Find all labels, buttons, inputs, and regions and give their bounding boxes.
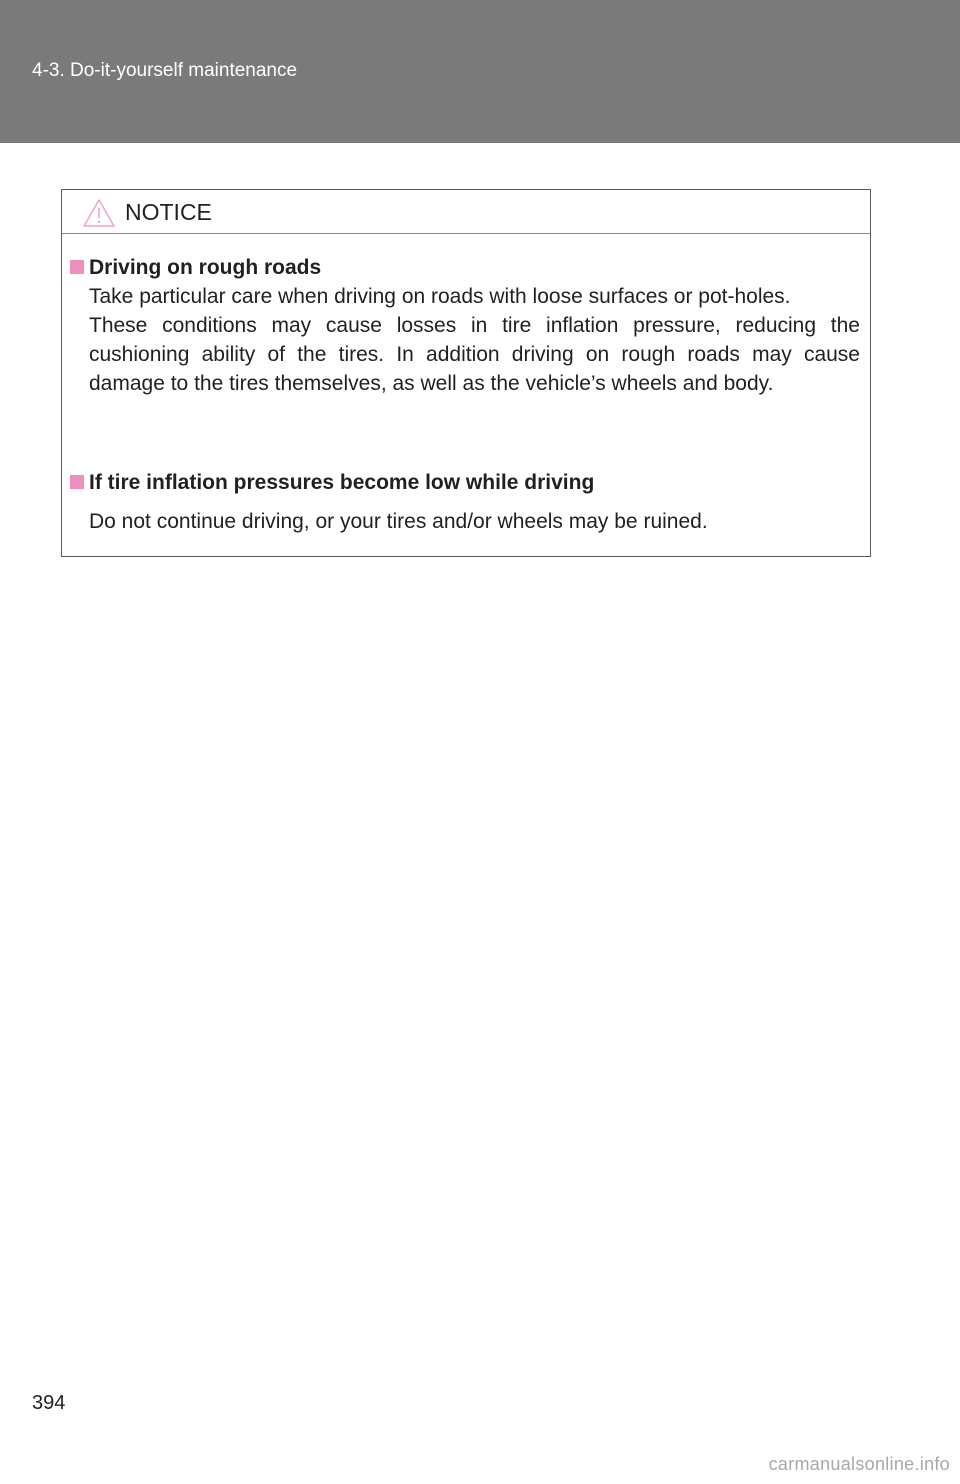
item-paragraph: These conditions may cause losses in tire inflation pressure, reducing the cushioning ability of the tires. In addition driving on rough roads may cause damage to the tires themselves, as well as the vehicle’s wheels and body. [89,314,860,395]
square-bullet-icon [70,475,84,489]
section-title: 4-3. Do-it-yourself maintenance [32,60,298,81]
watermark: carmanualsonline.info [768,1454,950,1474]
notice-box [61,189,871,557]
notice-title: NOTICE [125,199,212,225]
page-header [0,0,960,143]
notice-item-low-pressure [70,468,860,536]
item-paragraph: Take particular care when driving on roads with loose surfaces or pot-holes. [89,285,791,308]
notice-item-rough-roads [70,253,860,398]
item-paragraph: Do not continue driving, or your tires and/or wheels may be ruined. [89,510,708,533]
item-heading: Driving on rough roads [70,253,860,282]
square-bullet-icon [70,260,84,274]
warning-triangle-icon [82,198,116,228]
item-heading: If tire inflation pressures become low while driving [70,468,860,497]
page-number: 394 [32,1392,66,1414]
notice-header [62,190,870,234]
